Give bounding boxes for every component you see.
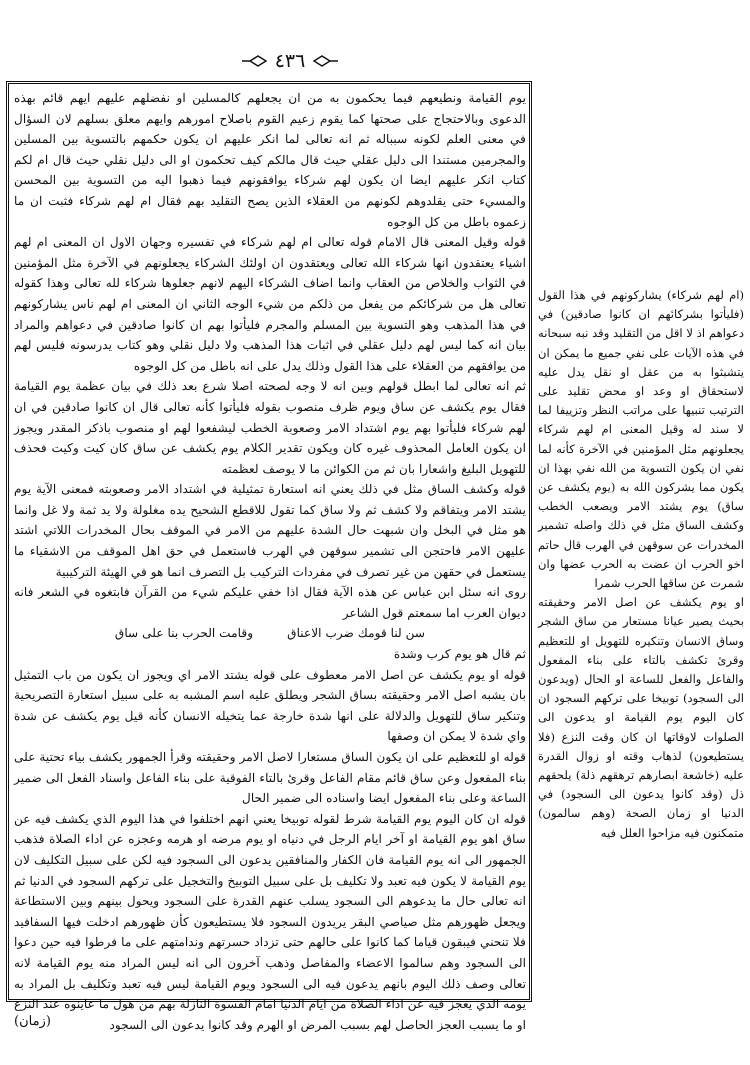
page-number xyxy=(235,48,345,74)
main-paragraph: يوم القيامة ونطيعهم فيما يحكمون به من ان يجعلهم كالمسلين او نفضلهم عليهم ايهم قائم بهذه الدعوى وبالاحتجاج على صحتها كما يقوم زعيم القوم باصلاح امورهم وايهم معلق بسلهم لان السؤال في معنى العلم لكونه سبباله ثم انه تعالى لما انكر عليهم ان يكون حكمهم بالتسوية بين المسلين والمجرمين مستندا الى دليل عقلي حيث قال مالكم كيف تحكمون او الى دليل نقلي حيث قال ام لكم كتاب انكر عليهم ايضا ان يكون لهم شركاء يوافقونهم فيما ذهبوا اليه من التسوية بين المحسن والمسيء حتى يقلدوهم لكونهم من العقلاء الذين يصح التقليد بهم فقال ام لهم شركاء فثبت ان ما زعموه باطل من كل الوجوه xyxy=(14,91,526,229)
main-paragraph: روى انه سئل ابن عباس عن هذه الآية فقال اذا خفي عليكم شيء من القرآن فابتغوه في الشعر فانه ديوان العرب اما سمعتم قول الشاعر xyxy=(14,585,526,620)
marginal-commentary xyxy=(538,286,744,840)
verse-hemistich-right: سن لنا قومك ضرب الاعناق xyxy=(287,626,426,641)
main-paragraph: قوله او يوم يكشف عن اصل الامر معطوف على قوله يشتد الامر اي ويجوز ان يكون من باب التمثيل بان يشبه اصل الامر وحقيقته بساق الشجر ويطلق عليه اسم المشبه به على سبيل استعارة التصريحية وتنكير ساق للتهويل والدلالة على انها شدة خارجة عما يتخيله الانسان كأنه قيل يوم يكشف عن شدة واي شدة لا يمكن ان وصفها xyxy=(14,667,526,744)
main-paragraph: قوله وكشف الساق مثل في ذلك يعني انه استعارة تمثيلية في اشتداد الامر وصعوبته فمعنى الآية يوم يشتد الامر ويتفاقم ولا كشف ثم ولا ساق كما تقول للاقطع الشحيح يده مغلولة ولا يد ثمة ولا غل وانما هو مثل في البخل وان شبهت حال الشدة عليهم من الامر في الموقف بحال المخدرات اللاتي اشتد عليهن الامر فاحتجن الى تشمير سوقهن في الهرب فاستعمل في حق اهل الموقف من الاشقياء ما يستعمل في حقهن من غير تصرف في مفردات التركيب بل التصرف انما هو في الهيئة التركيبية xyxy=(14,482,526,579)
margin-paragraph: (ام لهم شركاء) يشاركونهم في هذا القول (فليأتوا بشركائهم ان كانوا صادقين) في دعواهم اذ لا اقل من التقليد وقد نبه سبحانه في هذه الآيات على نفي جميع ما يمكن ان يتشبثوا به من عقل او نقل يدل عليه لاستحقاق او وعد او محض تقليد على الترتيب تنبيها على مراتب النظر وتزييفا لما لا سند له وقيل المعنى ام لهم شركاء يجعلونهم مثل المؤمنين في الآخرة كأنه لما نفي ان يكون التسوية من الله نفي بهذا ان يكون مما يشركون الله به (يوم يكشف عن ساق) يوم يشتد الامر ويصعب الخطب وكشف الساق مثل في ذلك واصله تشمير المخدرات عن سوقهن في الهرب قال حاتم اخو الحرب ان عضت به الحرب عضها وان شمرت عن ساقها الحرب شمرا xyxy=(538,288,744,591)
main-paragraph: ثم انه تعالى لما ابطل قولهم وبين انه لا وجه لصحته اصلا شرع بعد ذلك في بيان عظمة يوم القيامة فقال يوم يكشف عن ساق ويوم ظرف منصوب بقوله فليأتوا كأنه تعالى قال ان كانوا صادقين في ان لهم شركاء فليأتوا بهم يوم اشتداد الامر وصعوبة الخطب ليشفعوا لهم او منصوب باذكر المقدر ويجوز ان يكون العامل المحذوف غيره كان ويكون تقدير الكلام يوم يكشف عن ساق كان كيت وكيت فحذف للتهويل البليغ واشعارا بان ثم من الكوائن ما لا يوصف لعظمته xyxy=(14,379,526,476)
main-paragraph: ثم قال هو يوم كرب وشدة xyxy=(393,647,526,662)
page-number-text: ٤٣٦ xyxy=(274,50,306,72)
main-paragraph: قوله او للتعظيم على ان يكون الساق مستعارا لاصل الامر وحقيقته وقرأ الجمهور يكشف بياء تحتية على بناء المفعول وعن ساق قائم مقام الفاعل وقرئ بالتاء الفوقية على بناء الفاعل واسناد الفعل الى ضمير الساعة وعلى بناء المفعول ايضا واسناده الى ضمير الحال xyxy=(14,750,526,806)
verse-hemistich-left: وقامت الحرب بنا على ساق xyxy=(114,626,254,641)
ornament-icon xyxy=(313,55,339,67)
main-paragraph: قوله وقيل المعنى قال الامام قوله تعالى ام لهم شركاء في تفسيره وجهان الاول ان المعنى ام لهم اشياء يعتقدون انها شركاء الله تعالى ويعتقدون ان اولئك الشركاء يجعلونهم في الآخرة مثل المؤمنين في الثواب والخلاص من العقاب وانما اضاف الشركاء اليهم لانهم جعلوها شركاء لله تعالى وهذا كقوله تعالى هل من شركائكم من يفعل من ذلكم من شيء الوجه الثاني ان المعنى ام لهم ناس يشاركونهم في هذا المذهب وهو التسوية بين المسلم والمجرم فليأتوا بهم ان كانوا صادقين في دعواهم والمراد بيان انه كما ليس لهم دليل عقلي في اثبات هذا المذهب ولا دليل نقلي وهو كتاب يدرسونه فليس لهم من يوافقهم من العقلاء على هذا القول وذلك يدل على انه باطل من كل الوجوه xyxy=(14,235,526,373)
margin-paragraph: او يوم يكشف عن اصل الامر وحقيقته بحيث يصير عيانا مستعار من ساق الشجر وساق الانسان وتنكيره للتهويل او للتعظيم وقرئ تكشف بالتاء على بناء المفعول والفاعل والفعل للساعة او الحال (ويدعون الى السجود) توبيخا على تركهم السجود ان كان اليوم يوم القيامة او يدعون الى الصلوات لاوقاتها ان كان وقت النزع (فلا يستطيعون) لذهاب وقته او زوال القدرة عليه (خاشعة ابصارهم ترهقهم ذلة) يلحقهم ذل (وقد كانوا يدعون الى السجود) في الدنيا او زمان الصحة (وهم سالمون) متمكنون فيه مزاحوا العلل فيه xyxy=(538,595,744,840)
catchword: (زمان) xyxy=(14,1014,51,1029)
ornament-icon xyxy=(241,55,267,67)
main-paragraph: قوله ان كان اليوم يوم القيامة شرط لقوله توبيخا يعني انهم اختلفوا في هذا اليوم الذي يكشف فيه عن ساق اهو يوم القيامة او آخر ايام الرجل في دنياه او يوم مرضه او هرمه وعجزه عن اداء الصلاة فذهب الجمهور الى انه يوم القيامة فان الكفار والمنافقين يدعون الى السجود فيه لكن على سبيل التكليف لان يوم القيامة لا يكون فيه تعبد ولا تكليف بل على سبيل التوبيخ والتخجيل على تركهم السجود في الدنيا ثم انه تعالى حال ما يدعوهم الى السجود يسلب عنهم القدرة على السجود ويحول بينهم وبين الاستطاعة ويجعل ظهورهم مثل صياصي البقر يريدون السجود فلا يستطيعون كأن ظهورهم ادخلت فيها السفافيد فلا تنحني فيبقون قياما كما كانوا على حالهم حتى تزداد حسرتهم وندامتهم على ما فرطوا فيه حين دعوا الى السجود وهم سالموا الاعضاء والمفاصل وذهب آخرون الى انه ليس المراد منه يوم القيامة لانه تعالى وصف ذلك اليوم بانهم يدعون فيه الى السجود ويوم القيامة ليس فيه تعبد وتكليف بل المراد به يومه الذي يعجز فيه عن اداء الصلاة من ايام الدنيا امام القسوة النازلة بهم من هول ما عاينوه عند النزع او ما يسبب العجز الحاصل لهم بسبب المرض او الهرم وقد كانوا يدعون الى السجود xyxy=(14,811,526,1032)
poetry-verse xyxy=(14,623,526,644)
